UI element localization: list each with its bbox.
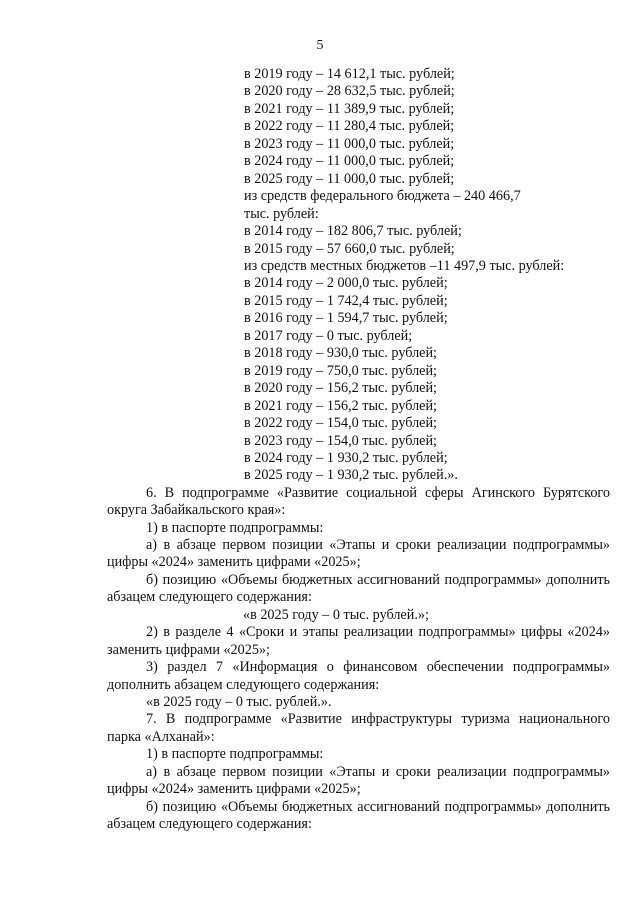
amount-line: в 2023 году – 11 000,0 тыс. рублей; bbox=[244, 135, 455, 152]
amount-line: в 2022 году – 11 280,4 тыс. рублей; bbox=[244, 118, 455, 135]
quote-2025-zero-final: «в 2025 году – 0 тыс. рублей.». bbox=[146, 694, 332, 711]
amount-line: в 2014 году – 2 000,0 тыс. рублей; bbox=[244, 275, 448, 292]
amount-line: в 2025 году – 11 000,0 тыс. рублей; bbox=[244, 170, 455, 187]
paragraph-6: 6. В подпрограмме «Развитие социальной сферы Агинского Бурятского округа Забайкальского края»: bbox=[107, 484, 610, 519]
amount-line: в 2019 году – 750,0 тыс. рублей; bbox=[244, 362, 437, 379]
amount-line: в 2020 году – 28 632,5 тыс. рублей; bbox=[244, 83, 455, 100]
amount-line: в 2024 году – 11 000,0 тыс. рублей; bbox=[244, 153, 455, 170]
federal-budget-unit-line: тыс. рублей: bbox=[244, 205, 319, 222]
amount-line: в 2024 году – 1 930,2 тыс. рублей; bbox=[244, 449, 448, 466]
funding-amounts-list bbox=[244, 66, 624, 485]
amount-line: в 2021 году – 11 389,9 тыс. рублей; bbox=[244, 100, 455, 117]
paragraph-6-2: 2) в разделе 4 «Сроки и этапы реализации подпрограммы» цифры «2024» заменить цифрами «2025»; bbox=[107, 624, 610, 658]
paragraph-6-1-a: а) в абзаце первом позиции «Этапы и сроки реализации подпрограммы» цифры «2024» заменить цифрами «2025»; bbox=[107, 536, 610, 571]
amount-line: в 2020 году – 156,2 тыс. рублей; bbox=[244, 380, 437, 397]
quote-2025-zero: «в 2025 году – 0 тыс. рублей.»; bbox=[243, 606, 429, 623]
amount-line: в 2021 году – 156,2 тыс. рублей; bbox=[244, 397, 437, 414]
amount-line: в 2016 году – 1 594,7 тыс. рублей; bbox=[244, 310, 448, 327]
paragraph-6-1: 1) в паспорте подпрограммы: bbox=[146, 519, 324, 536]
amount-line: в 2025 году – 1 930,2 тыс. рублей.». bbox=[244, 467, 458, 484]
local-budget-line: из средств местных бюджетов –11 497,9 тыс. рублей: bbox=[244, 257, 565, 274]
paragraph-7: 7. В подпрограмме «Развитие инфраструктуры туризма национального парка «Алханай»: bbox=[107, 711, 610, 745]
amount-line: в 2017 году – 0 тыс. рублей; bbox=[244, 327, 413, 344]
paragraph-7-1-b: б) позицию «Объемы бюджетных ассигнований подпрограммы» дополнить абзацем следующего содержания: bbox=[107, 798, 610, 833]
amount-line: в 2018 году – 930,0 тыс. рублей; bbox=[244, 345, 437, 362]
amount-line: в 2014 году – 182 806,7 тыс. рублей; bbox=[244, 223, 462, 240]
amount-line: в 2022 году – 154,0 тыс. рублей; bbox=[244, 415, 437, 432]
amount-line: в 2015 году – 57 660,0 тыс. рублей; bbox=[244, 240, 455, 257]
amendment-text bbox=[107, 485, 610, 834]
paragraph-6-3: 3) раздел 7 «Информация о финансовом обеспечении подпрограммы» дополнить абзацем следующего содержания: bbox=[107, 659, 610, 693]
amount-line: в 2019 году – 14 612,1 тыс. рублей; bbox=[244, 66, 455, 82]
amount-line: в 2023 году – 154,0 тыс. рублей; bbox=[244, 432, 437, 449]
federal-budget-line: из средств федерального бюджета – 240 466,7 bbox=[244, 188, 521, 205]
paragraph-7-1: 1) в паспорте подпрограммы: bbox=[146, 746, 324, 763]
paragraph-7-1-a: а) в абзаце первом позиции «Этапы и сроки реализации подпрограммы» цифры «2024» заменить цифрами «2025»; bbox=[107, 763, 610, 798]
amount-line: в 2015 году – 1 742,4 тыс. рублей; bbox=[244, 292, 448, 309]
page-number: 5 bbox=[316, 38, 324, 53]
paragraph-6-1-b: б) позицию «Объемы бюджетных ассигнований подпрограммы» дополнить абзацем следующего содержания: bbox=[107, 571, 610, 606]
